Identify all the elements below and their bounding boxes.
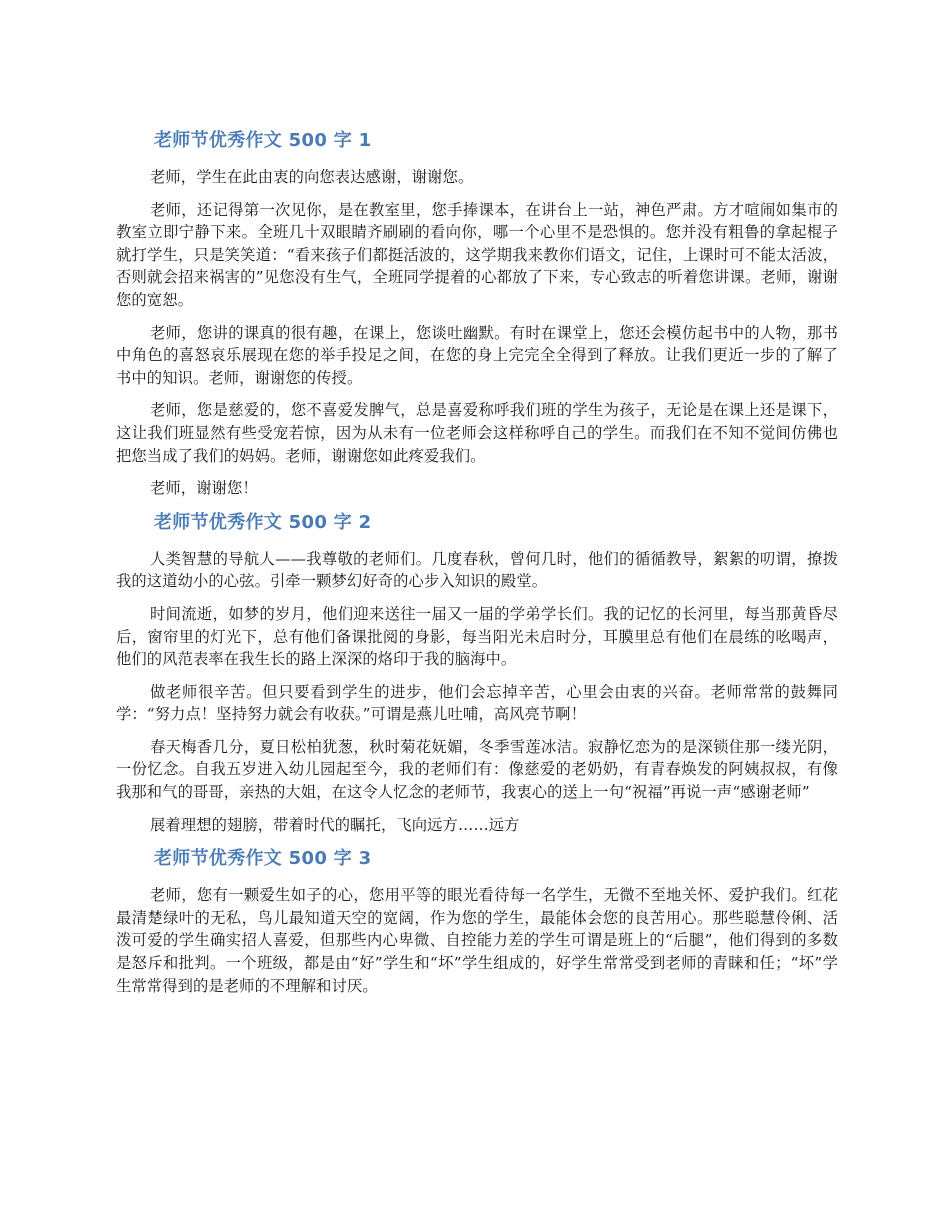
essay-section-3 bbox=[116, 846, 838, 997]
paragraph: 老师，谢谢您！ bbox=[150, 479, 258, 498]
section-title: 老师节优秀作文 500 字 1 bbox=[154, 130, 372, 151]
paragraph: 老师，您是慈爱的，您不喜爱发脾气，总是喜爱称呼我们班的学生为孩子，无论是在课上还是课下，这让我们班显然有些受宠若惊，因为从未有一位老师会这样称呼自己的学生。而我们在不知不觉间仿佛也把您当成了我们的妈妈。老师，谢谢您如此疼爱我们。 bbox=[116, 401, 838, 465]
paragraph: 老师，还记得第一次见你，是在教室里，您手捧课本，在讲台上一站，神色严肃。方才喧闹如集市的教室立即宁静下来。全班几十双眼睛齐刷刷的看向你，哪一个心里不是恐惧的。您并没有粗鲁的拿起棍子就打学生，只是笑笑道：“看来孩子们都挺活波的，这学期我来教你们语文，记住，上课时可不能太活波，否则就会招来祸害的”见您没有生气，全班同学提着的心都放了下来，专心致志的听着您讲课。老师，谢谢您的宽恕。 bbox=[116, 200, 838, 309]
paragraph: 春天梅香几分，夏日松柏犹葱，秋时菊花妩媚，冬季雪莲冰洁。寂静忆恋为的是深锁住那一缕光阴，一份忆念。自我五岁进入幼儿园起至今，我的老师们有：像慈爱的老奶奶，有青春焕发的阿姨叔叔，有像我那和气的哥哥，亲热的大姐，在这令人忆念的老师节，我衷心的送上一句“祝福”再说一声“感谢老师” bbox=[116, 737, 838, 802]
paragraph: 做老师很辛苦。但只要看到学生的进步，他们会忘掉辛苦，心里会由衷的兴奋。老师常常的鼓舞同学：“努力点！坚持努力就会有收获。”可谓是燕儿吐哺，高风亮节啊！ bbox=[116, 682, 838, 724]
paragraph: 时间流逝，如梦的岁月，他们迎来送往一届又一届的学弟学长们。我的记忆的长河里，每当那黄昏尽后，窗帘里的灯光下，总有他们备课批阅的身影，每当阳光未启时分，耳膜里总有他们在晨练的吆喝声，他们的风范表率在我生长的路上深深的烙印于我的脑海中。 bbox=[116, 604, 838, 669]
paragraph: 老师，您讲的课真的很有趣，在课上，您谈吐幽默。有时在课堂上，您还会模仿起书中的人物，那书中角色的喜怒哀乐展现在您的举手投足之间，在您的身上完完全全得到了释放。让我们更近一步的了解了书中的知识。老师，谢谢您的传授。 bbox=[116, 323, 838, 387]
essay-section-2 bbox=[116, 510, 838, 837]
paragraph: 老师，您有一颗爱生如子的心，您用平等的眼光看待每一名学生，无微不至地关怀、爱护我们。红花最清楚绿叶的无私，鸟儿最知道天空的宽阔，作为您的学生，最能体会您的良苦用心。那些聪慧伶俐、活泼可爱的学生确实招人喜爱，但那些内心卑微、自控能力差的学生可谓是班上的“后腿”，他们得到的多数是怒斥和批判。一个班级，都是由“好”学生和“坏”学生组成的，好学生常常受到老师的青睐和任；“坏”学生常常得到的是老师的不理解和讨厌。 bbox=[116, 886, 838, 995]
paragraph: 展着理想的翅膀，带着时代的瞩托，飞向远方……远方 bbox=[150, 815, 520, 834]
paragraph: 老师，学生在此由衷的向您表达感谢，谢谢您。 bbox=[150, 168, 474, 186]
section-title: 老师节优秀作文 500 字 2 bbox=[154, 511, 372, 533]
essay-section-1 bbox=[116, 128, 838, 500]
document-page bbox=[116, 128, 838, 1007]
paragraph: 人类智慧的导航人——我尊敬的老师们。几度春秋，曾何几时，他们的循循教导，絮絮的叨谓，撩拨我的这道幼小的心弦。引牵一颗梦幻好奇的心步入知识的殿堂。 bbox=[116, 549, 838, 591]
section-title: 老师节优秀作文 500 字 3 bbox=[154, 848, 372, 870]
